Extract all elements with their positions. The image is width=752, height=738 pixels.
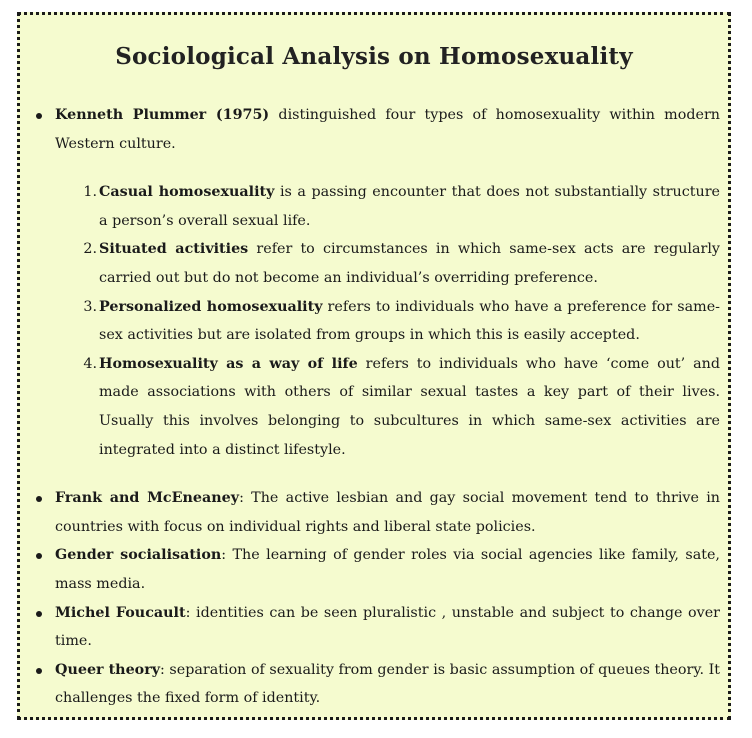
- term-label: Kenneth Plummer (1975): [55, 107, 270, 123]
- term-label: Homosexuality as a way of life: [99, 355, 358, 372]
- item-text: is a passing encounter that does not substantially structure a person’s overall sexual life.: [99, 184, 721, 229]
- term-label: Personalized homosexuality: [99, 298, 323, 315]
- item-text: refers to individuals who have ‘come out’ and made associations with others of similar sexual tastes a key part of their lives. Usually this involves belonging to subcultures in which same-sex activities are integrated into a distinct lifestyle.: [99, 355, 720, 458]
- page-title: Sociological Analysis on Homosexuality: [115, 43, 633, 70]
- item-text: : identities can be seen pluralistic , unstable and subject to change over time.: [55, 604, 721, 650]
- content-box: [17, 12, 731, 720]
- list-item-type: [34, 235, 720, 292]
- term-label: Gender socialisation: [55, 547, 222, 564]
- term-label: Michel Foucault: [55, 604, 186, 621]
- list-item-foucault: [34, 599, 720, 656]
- term-label: Queer theory: [55, 661, 161, 678]
- item-text: refer to circumstances in which same-sex acts are regularly carried out but do not become an individual’s overriding preference.: [99, 241, 720, 286]
- item-text: : The learning of gender roles via social agencies like family, sate, mass media.: [55, 547, 720, 592]
- list-item-plummer: [34, 101, 720, 158]
- list-item-type: [34, 178, 720, 235]
- list-item-type: [34, 350, 720, 464]
- list-number: 4.: [83, 355, 97, 372]
- term-label: Casual homosexuality: [99, 184, 275, 201]
- list-item-gender-socialisation: [34, 541, 720, 598]
- term-label: Frank and McEneaney: [55, 490, 240, 507]
- list-item-queer-theory: [34, 656, 720, 713]
- item-text: distinguished four types of homosexuality within modern Western culture.: [55, 107, 720, 152]
- list-item-type: [34, 293, 720, 350]
- list-number: 2.: [83, 241, 97, 258]
- content-body: [34, 101, 720, 713]
- item-text: : separation of sexuality from gender is basic assumption of queues theory. It challenges the fixed form of identity.: [55, 661, 720, 707]
- list-item-frank: [34, 484, 720, 541]
- types-list: [34, 178, 720, 464]
- item-text: : The active lesbian and gay social movement tend to thrive in countries with focus on individual rights and liberal state policies.: [55, 490, 720, 535]
- term-label: Situated activities: [99, 241, 249, 258]
- item-text: refers to individuals who have a preference for same-sex activities but are isolated from groups in which this is easily accepted.: [99, 298, 720, 344]
- list-number: 3.: [83, 298, 97, 315]
- list-number: 1.: [83, 184, 97, 201]
